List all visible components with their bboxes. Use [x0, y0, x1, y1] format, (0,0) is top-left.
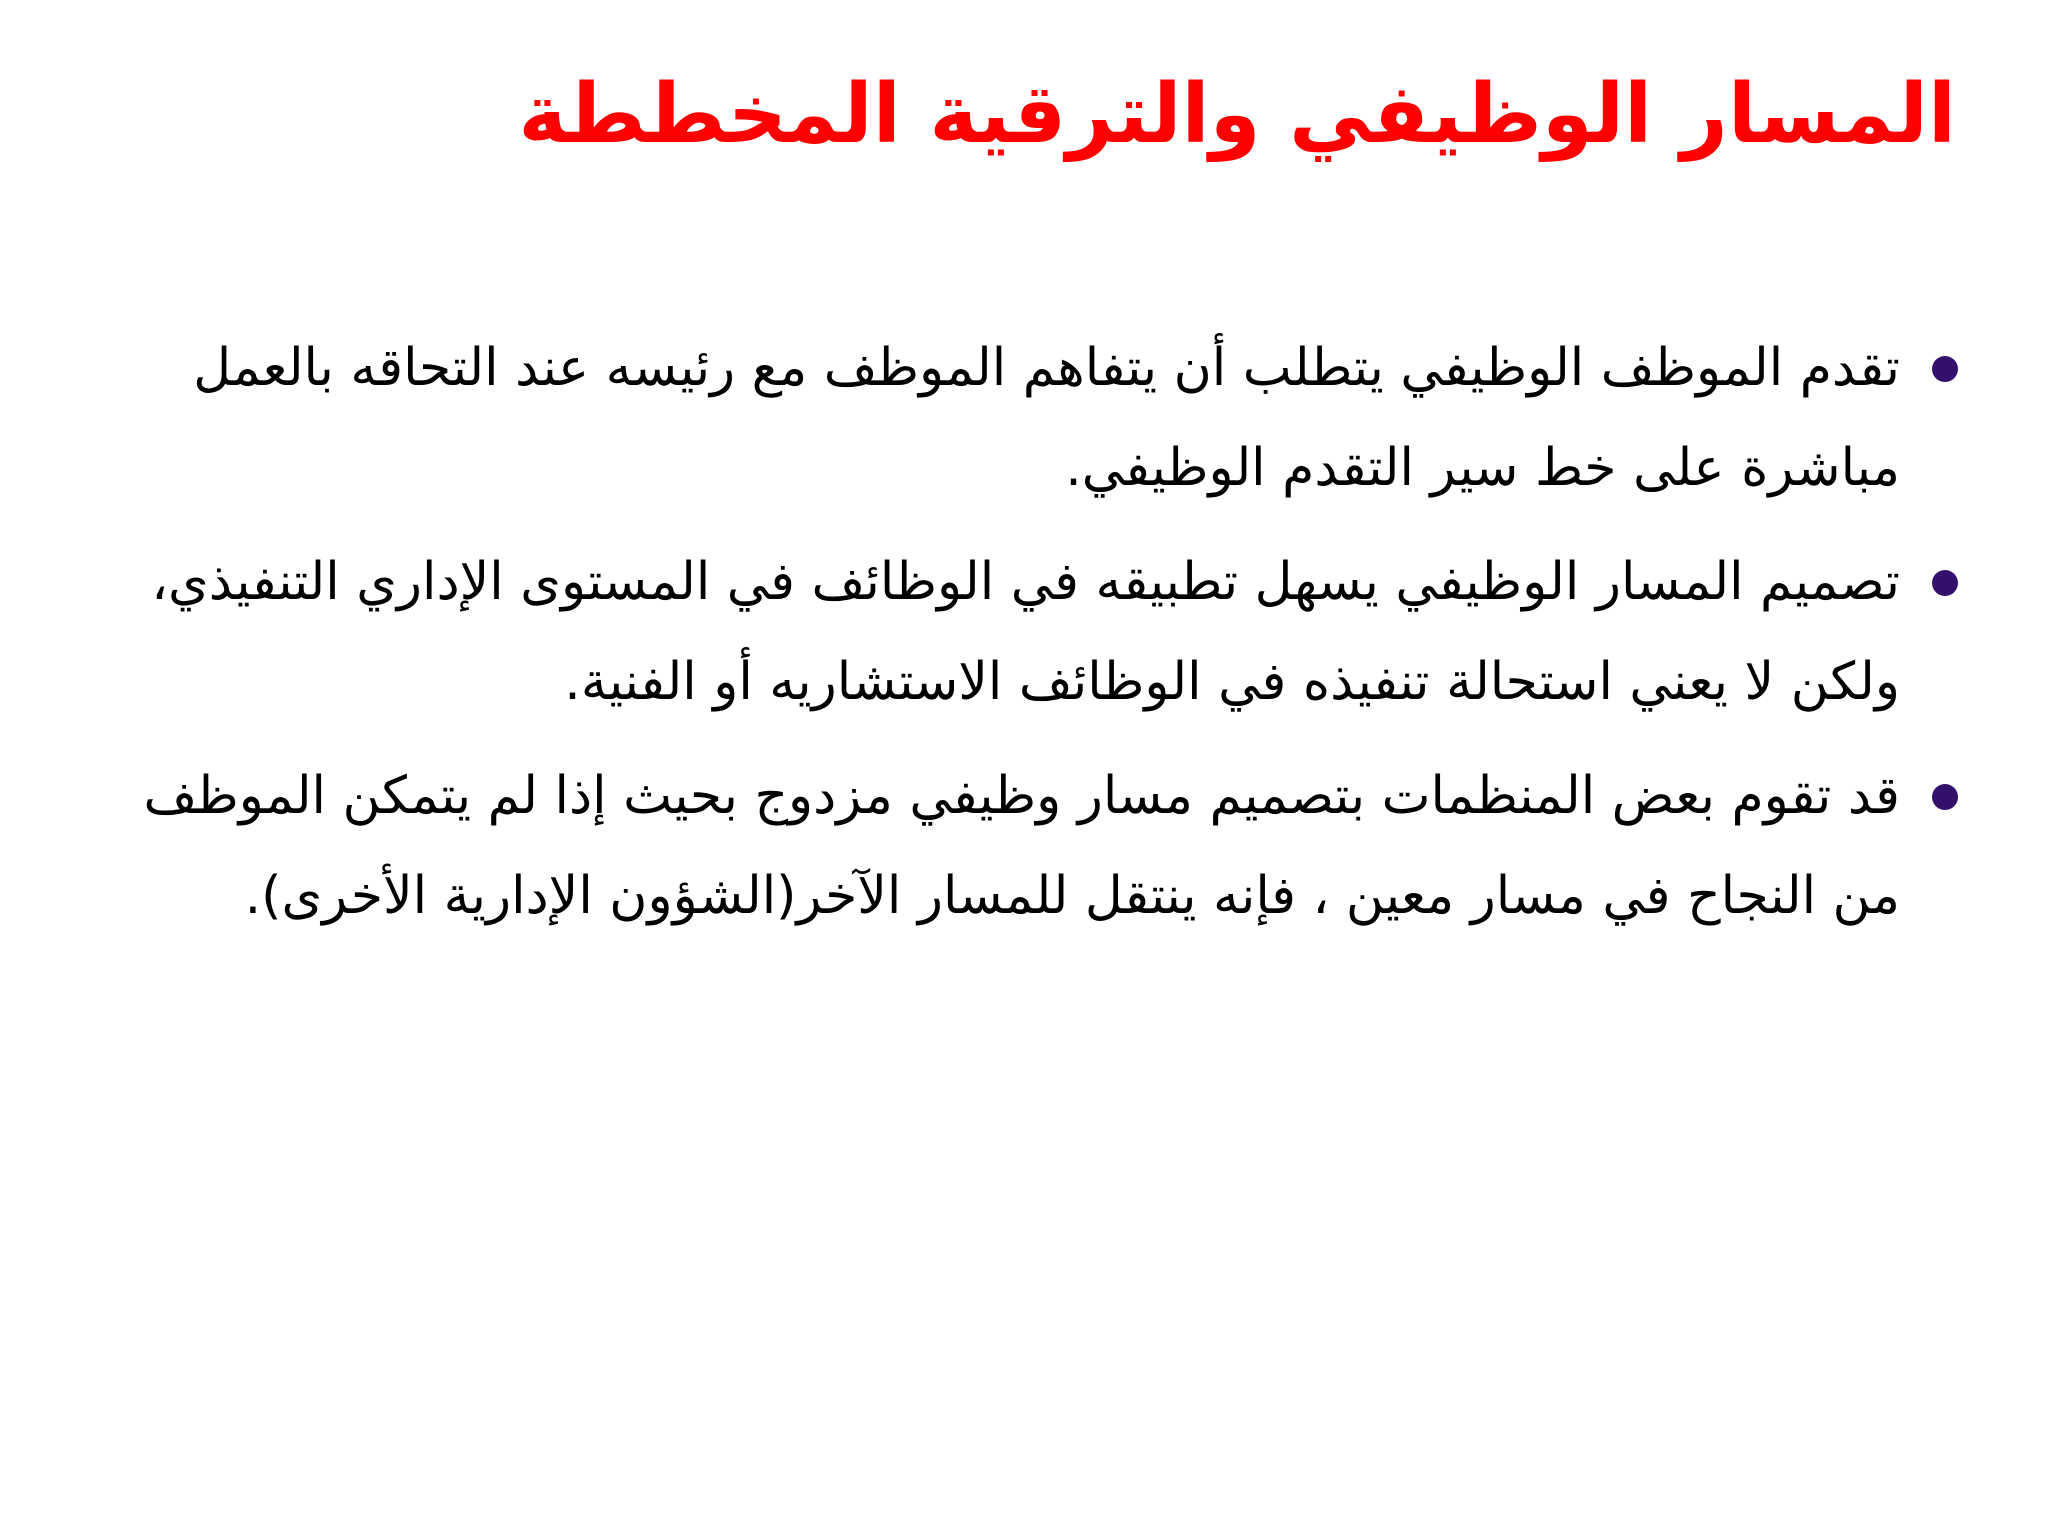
bullet-text: تصميم المسار الوظيفي يسهل تطبيقه في الوظائف في المستوى الإداري التنفيذي، ولكن لا يعني استحالة تنفيذه في الوظائف الاستشاريه أو الفنية. — [151, 552, 1900, 712]
bullet-item — [80, 746, 1958, 946]
bullet-item — [80, 318, 1958, 518]
bullet-item — [80, 532, 1958, 732]
bullet-dot-icon — [1932, 570, 1958, 596]
bullet-dot-icon — [1932, 356, 1958, 382]
bullet-text: قد تقوم بعض المنظمات بتصميم مسار وظيفي مزدوج بحيث إذا لم يتمكن الموظف من النجاح في مسار معين ، فإنه ينتقل للمسار الآخر(الشؤون الإدارية الأخرى). — [143, 766, 1900, 926]
slide-title: المسار الوظيفي والترقية المخططة — [518, 67, 1956, 162]
bullet-text: تقدم الموظف الوظيفي يتطلب أن يتفاهم الموظف مع رئيسه عند التحاقه بالعمل مباشرة على خط سير التقدم الوظيفي. — [193, 338, 1900, 498]
bullet-list — [80, 318, 1958, 960]
bullet-dot-icon — [1932, 784, 1958, 810]
